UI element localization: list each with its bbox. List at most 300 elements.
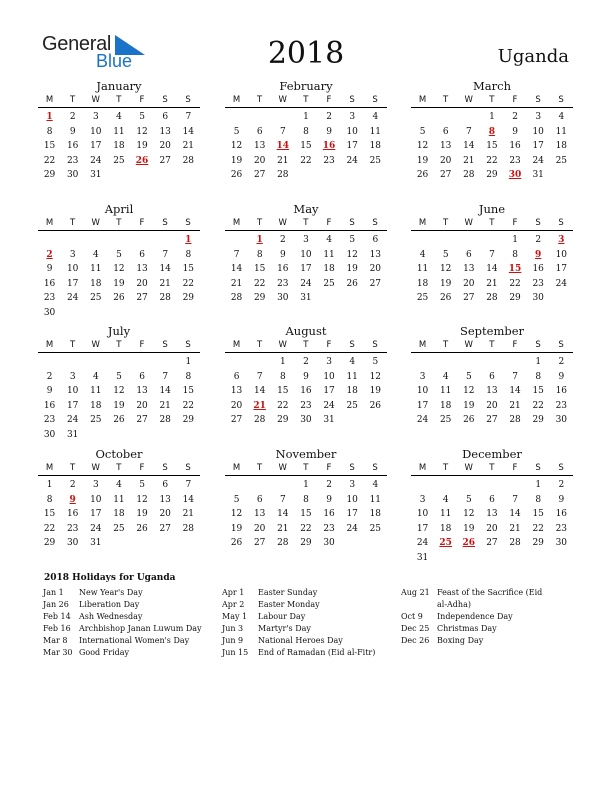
month-december xyxy=(411,447,573,565)
empty-day-cell xyxy=(225,110,248,125)
day-cell: 8 xyxy=(46,494,53,505)
day-cell: 13 xyxy=(230,386,243,396)
day-grid xyxy=(225,355,387,428)
day-cell: 4 xyxy=(116,112,122,122)
empty-day-cell xyxy=(434,355,457,370)
weekday-label: W xyxy=(91,218,100,228)
holiday-name: Independence Day xyxy=(437,612,513,621)
day-cell: 11 xyxy=(90,264,102,274)
empty-day-cell xyxy=(457,233,480,248)
day-cell: 10 xyxy=(90,494,102,505)
weekday-label: F xyxy=(512,95,518,105)
day-cell: 14 xyxy=(277,509,289,519)
holiday-name: Boxing Day xyxy=(437,636,484,645)
day-cell: 22 xyxy=(486,155,498,166)
holiday-item xyxy=(222,647,397,659)
day-cell: 19 xyxy=(113,278,125,289)
day-cell: 15 xyxy=(532,386,544,396)
day-cell: 3 xyxy=(92,480,99,490)
day-cell: 31 xyxy=(90,538,102,548)
day-cell: 8 xyxy=(303,494,309,505)
day-cell: 20 xyxy=(463,278,475,289)
day-cell: 2 xyxy=(558,357,565,367)
day-cell: 10 xyxy=(66,386,79,396)
empty-day-cell xyxy=(131,233,154,248)
day-cell: 3 xyxy=(303,235,309,245)
holiday-date: Dec 26 xyxy=(401,636,430,645)
day-cell: 17 xyxy=(90,141,102,151)
weekday-label: T xyxy=(489,463,495,473)
holiday-date: Mar 30 xyxy=(43,648,73,657)
empty-day-cell xyxy=(84,355,107,370)
day-cell: 17 xyxy=(66,400,79,411)
empty-day-cell xyxy=(107,233,130,248)
day-cell: 22 xyxy=(43,523,56,534)
day-cell: 26 xyxy=(369,400,382,411)
weekday-label: T xyxy=(70,218,76,228)
day-cell: 15 xyxy=(277,386,289,396)
day-cell: 21 xyxy=(182,509,195,519)
weekday-label: T xyxy=(489,340,495,350)
day-cell: 24 xyxy=(300,278,312,289)
day-cell: 18 xyxy=(323,264,335,274)
month-april xyxy=(38,202,200,320)
day-cell: 9 xyxy=(512,126,518,137)
day-cell: 11 xyxy=(439,509,452,519)
day-cell: 25 xyxy=(113,523,125,534)
holiday-day-cell: 9 xyxy=(535,249,542,260)
holiday-date: Jun 3 xyxy=(222,624,244,633)
month-name: October xyxy=(95,447,143,461)
holiday-item xyxy=(222,623,397,635)
empty-day-cell xyxy=(411,478,434,493)
day-cell: 23 xyxy=(66,155,79,166)
day-cell: 19 xyxy=(463,523,475,534)
day-cell: 4 xyxy=(558,112,565,122)
holiday-date: Apr 2 xyxy=(222,600,245,609)
day-cell: 19 xyxy=(136,509,148,519)
month-name: July xyxy=(107,324,131,338)
weekday-label: S xyxy=(535,218,541,228)
weekday-label: T xyxy=(303,340,309,350)
day-cell: 7 xyxy=(489,249,495,260)
day-cell: 12 xyxy=(369,371,382,382)
day-cell: 12 xyxy=(463,386,475,396)
holiday-item xyxy=(222,599,397,611)
day-cell: 28 xyxy=(463,170,475,180)
day-grid xyxy=(411,355,573,428)
day-cell: 9 xyxy=(558,494,565,505)
day-cell: 6 xyxy=(233,371,240,382)
day-cell: 12 xyxy=(230,509,243,519)
day-cell: 5 xyxy=(372,357,379,367)
day-cell: 3 xyxy=(326,357,332,367)
day-cell: 6 xyxy=(162,112,169,122)
holiday-item xyxy=(222,611,397,623)
day-cell: 28 xyxy=(253,415,266,425)
weekday-header xyxy=(225,461,387,476)
holiday-column xyxy=(401,587,551,647)
day-cell: 25 xyxy=(90,293,102,303)
day-cell: 28 xyxy=(277,538,289,548)
day-cell: 7 xyxy=(279,494,286,505)
holiday-day-cell: 2 xyxy=(46,249,53,260)
day-cell: 19 xyxy=(416,155,429,166)
empty-day-cell xyxy=(457,355,480,370)
day-cell: 9 xyxy=(303,371,309,382)
weekday-label: T xyxy=(257,340,263,350)
day-cell: 17 xyxy=(416,523,429,534)
brand-name-part2: Blue xyxy=(96,51,133,71)
month-name: June xyxy=(478,202,506,216)
holiday-day-cell: 3 xyxy=(558,235,565,245)
empty-day-cell xyxy=(434,110,457,125)
day-grid xyxy=(411,478,573,565)
day-cell: 16 xyxy=(300,386,312,396)
day-cell: 30 xyxy=(555,415,568,425)
day-cell: 15 xyxy=(300,509,312,519)
day-cell: 8 xyxy=(46,126,53,137)
empty-day-cell xyxy=(504,355,527,370)
day-cell: 9 xyxy=(558,371,565,382)
day-cell: 18 xyxy=(369,141,382,151)
weekday-label: S xyxy=(372,340,378,350)
weekday-header xyxy=(38,93,200,108)
holiday-item xyxy=(401,611,551,623)
day-cell: 5 xyxy=(116,249,122,260)
day-cell: 27 xyxy=(486,538,498,548)
weekday-label: S xyxy=(162,218,168,228)
weekday-label: S xyxy=(162,340,168,350)
holiday-date: Jun 15 xyxy=(222,648,249,657)
holiday-item xyxy=(222,635,397,647)
day-cell: 6 xyxy=(465,249,472,260)
day-cell: 5 xyxy=(465,494,472,505)
weekday-label: W xyxy=(464,218,473,228)
day-cell: 25 xyxy=(555,155,568,166)
empty-day-cell xyxy=(248,110,271,125)
weekday-label: F xyxy=(139,340,145,350)
day-grid xyxy=(411,233,573,306)
empty-day-cell xyxy=(434,478,457,493)
weekday-label: T xyxy=(116,463,122,473)
day-cell: 26 xyxy=(113,293,125,303)
weekday-header xyxy=(38,216,200,231)
day-cell: 13 xyxy=(159,494,171,505)
empty-day-cell xyxy=(480,355,503,370)
holiday-date: May 1 xyxy=(222,612,248,621)
weekday-label: T xyxy=(443,95,449,105)
day-cell: 3 xyxy=(535,112,542,122)
day-cell: 25 xyxy=(439,415,452,425)
weekday-label: T xyxy=(116,95,122,105)
weekday-label: S xyxy=(185,340,191,350)
day-cell: 1 xyxy=(185,357,192,367)
day-cell: 18 xyxy=(439,523,452,534)
day-cell: 22 xyxy=(277,400,289,411)
day-cell: 17 xyxy=(66,278,79,289)
day-cell: 13 xyxy=(486,509,498,519)
day-cell: 4 xyxy=(419,249,426,260)
day-cell: 29 xyxy=(509,293,521,303)
day-cell: 27 xyxy=(369,278,382,289)
day-cell: 7 xyxy=(185,480,192,490)
day-cell: 22 xyxy=(253,278,266,289)
weekday-label: T xyxy=(257,463,263,473)
day-cell: 14 xyxy=(230,264,243,274)
day-cell: 3 xyxy=(419,371,426,382)
day-cell: 1 xyxy=(535,357,542,367)
day-cell: 29 xyxy=(277,415,289,425)
day-cell: 13 xyxy=(159,126,171,137)
day-cell: 14 xyxy=(182,494,195,505)
day-cell: 28 xyxy=(182,523,195,534)
day-cell: 28 xyxy=(277,170,289,180)
day-cell: 31 xyxy=(90,170,102,180)
day-cell: 31 xyxy=(416,552,429,563)
empty-day-cell xyxy=(61,233,84,248)
weekday-label: S xyxy=(349,218,355,228)
holiday-day-cell: 8 xyxy=(488,126,496,137)
day-cell: 22 xyxy=(532,523,544,534)
day-cell: 19 xyxy=(230,155,243,166)
month-february xyxy=(225,79,387,183)
day-cell: 5 xyxy=(139,112,145,122)
day-cell: 15 xyxy=(182,386,195,396)
day-cell: 13 xyxy=(253,509,266,519)
day-cell: 7 xyxy=(465,126,472,137)
day-cell: 29 xyxy=(486,170,498,180)
weekday-label: F xyxy=(326,218,332,228)
weekday-label: M xyxy=(45,95,54,105)
weekday-label: T xyxy=(116,340,122,350)
day-cell: 7 xyxy=(185,112,192,122)
holiday-item xyxy=(43,623,218,635)
day-cell: 4 xyxy=(372,112,379,122)
empty-day-cell xyxy=(131,355,154,370)
day-cell: 19 xyxy=(113,400,125,411)
holiday-name: National Heroes Day xyxy=(258,636,343,645)
day-cell: 19 xyxy=(346,264,358,274)
day-cell: 8 xyxy=(512,249,518,260)
day-grid xyxy=(38,355,200,442)
empty-day-cell xyxy=(38,233,61,248)
weekday-label: F xyxy=(326,95,332,105)
weekday-label: S xyxy=(185,95,191,105)
day-cell: 13 xyxy=(369,249,382,260)
day-cell: 20 xyxy=(159,509,171,519)
day-cell: 10 xyxy=(346,494,358,505)
weekday-label: T xyxy=(257,95,263,105)
day-cell: 10 xyxy=(416,509,429,519)
day-grid xyxy=(225,110,387,183)
month-september xyxy=(411,324,573,428)
weekday-label: F xyxy=(326,340,332,350)
day-cell: 8 xyxy=(535,371,542,382)
day-cell: 1 xyxy=(46,480,53,490)
holiday-day-cell: 1 xyxy=(46,112,53,122)
day-cell: 27 xyxy=(463,293,475,303)
weekday-label: S xyxy=(558,218,564,228)
day-cell: 13 xyxy=(253,141,266,151)
weekday-label: S xyxy=(349,340,355,350)
day-cell: 19 xyxy=(136,141,148,151)
day-cell: 9 xyxy=(46,386,53,396)
day-cell: 13 xyxy=(463,264,475,274)
weekday-header xyxy=(225,216,387,231)
day-cell: 30 xyxy=(66,538,79,548)
weekday-label: M xyxy=(45,340,54,350)
weekday-header xyxy=(411,461,573,476)
day-cell: 6 xyxy=(489,494,495,505)
holiday-day-cell: 14 xyxy=(276,141,290,151)
day-cell: 21 xyxy=(277,155,289,166)
day-cell: 8 xyxy=(279,371,286,382)
day-cell: 21 xyxy=(509,400,521,411)
day-cell: 26 xyxy=(463,415,475,425)
day-cell: 14 xyxy=(486,264,498,274)
day-cell: 9 xyxy=(69,126,76,137)
weekday-label: T xyxy=(489,95,495,105)
day-cell: 8 xyxy=(303,126,309,137)
weekday-label: T xyxy=(443,463,449,473)
day-cell: 12 xyxy=(230,141,243,151)
weekday-label: S xyxy=(535,463,541,473)
calendar-year: 2018 xyxy=(267,36,345,71)
empty-day-cell xyxy=(411,355,434,370)
day-cell: 3 xyxy=(349,480,356,490)
weekday-header xyxy=(225,338,387,353)
empty-day-cell xyxy=(411,233,434,248)
day-cell: 1 xyxy=(303,480,309,490)
day-cell: 14 xyxy=(159,264,171,274)
day-cell: 24 xyxy=(323,400,335,411)
holiday-date: Jun 9 xyxy=(222,636,244,645)
day-cell: 30 xyxy=(555,538,568,548)
day-cell: 30 xyxy=(532,293,544,303)
weekday-label: W xyxy=(278,463,287,473)
month-name: August xyxy=(285,324,327,338)
month-march xyxy=(411,79,573,183)
holiday-date: Apr 1 xyxy=(222,588,245,597)
weekday-label: S xyxy=(185,463,191,473)
day-cell: 5 xyxy=(233,494,240,505)
day-cell: 10 xyxy=(346,126,358,137)
day-cell: 13 xyxy=(486,386,498,396)
weekday-header xyxy=(38,461,200,476)
day-cell: 30 xyxy=(323,538,335,548)
day-cell: 2 xyxy=(558,480,565,490)
day-cell: 11 xyxy=(555,126,568,137)
weekday-label: S xyxy=(349,463,355,473)
day-cell: 8 xyxy=(185,371,192,382)
holiday-name: Easter Sunday xyxy=(258,588,318,597)
day-cell: 7 xyxy=(512,371,518,382)
day-cell: 27 xyxy=(230,415,243,425)
day-cell: 14 xyxy=(182,126,195,137)
day-cell: 27 xyxy=(136,293,148,303)
day-cell: 23 xyxy=(300,400,312,411)
day-cell: 21 xyxy=(182,141,195,151)
holiday-day-cell: 26 xyxy=(135,155,149,166)
day-cell: 9 xyxy=(279,249,286,260)
holiday-name: Good Friday xyxy=(79,648,130,657)
weekday-label: F xyxy=(512,218,518,228)
weekday-label: F xyxy=(512,463,518,473)
weekday-label: S xyxy=(372,218,378,228)
weekday-label: W xyxy=(464,463,473,473)
day-cell: 23 xyxy=(509,155,521,166)
day-cell: 28 xyxy=(159,293,171,303)
weekday-label: S xyxy=(558,340,564,350)
holiday-column xyxy=(222,587,397,659)
day-cell: 8 xyxy=(185,249,192,260)
holidays-title: 2018 Holidays for Uganda xyxy=(44,573,176,583)
day-cell: 18 xyxy=(90,278,102,289)
day-cell: 4 xyxy=(92,371,99,382)
day-cell: 16 xyxy=(555,509,568,519)
holiday-name: End of Ramadan (Eid al-Fitr) xyxy=(258,648,376,657)
weekday-label: M xyxy=(45,463,54,473)
holiday-name: Easter Monday xyxy=(258,600,320,609)
holiday-date: Jan 1 xyxy=(43,588,64,597)
holiday-day-cell: 26 xyxy=(462,538,476,548)
weekday-label: W xyxy=(464,340,473,350)
weekday-label: F xyxy=(326,463,332,473)
day-cell: 6 xyxy=(256,494,263,505)
day-cell: 18 xyxy=(416,278,429,289)
day-cell: 25 xyxy=(90,415,102,425)
day-cell: 12 xyxy=(113,264,125,274)
weekday-label: T xyxy=(489,218,495,228)
day-cell: 17 xyxy=(346,509,358,519)
day-cell: 12 xyxy=(463,509,475,519)
day-cell: 14 xyxy=(463,141,475,151)
day-cell: 26 xyxy=(346,278,358,289)
day-cell: 16 xyxy=(66,141,79,151)
day-cell: 31 xyxy=(323,415,335,425)
weekday-label: T xyxy=(70,463,76,473)
day-cell: 2 xyxy=(326,112,332,122)
day-cell: 2 xyxy=(69,112,76,122)
day-cell: 1 xyxy=(489,112,495,122)
day-cell: 26 xyxy=(136,523,148,534)
month-name: January xyxy=(96,79,142,93)
day-cell: 25 xyxy=(346,400,358,411)
weekday-label: T xyxy=(303,218,309,228)
day-cell: 10 xyxy=(532,126,544,137)
day-cell: 17 xyxy=(346,141,358,151)
weekday-label: F xyxy=(512,340,518,350)
day-cell: 3 xyxy=(92,112,99,122)
day-cell: 2 xyxy=(279,235,286,245)
holiday-item xyxy=(222,587,397,599)
holiday-column xyxy=(43,587,218,659)
weekday-label: M xyxy=(45,218,54,228)
day-cell: 15 xyxy=(300,141,312,151)
weekday-label: T xyxy=(116,218,122,228)
month-name: February xyxy=(279,79,333,93)
day-cell: 31 xyxy=(532,170,544,180)
holiday-name: Labour Day xyxy=(258,612,306,621)
weekday-label: W xyxy=(91,340,100,350)
empty-day-cell xyxy=(225,355,248,370)
day-cell: 17 xyxy=(416,400,429,411)
day-cell: 30 xyxy=(43,429,56,440)
day-cell: 24 xyxy=(90,155,102,166)
day-cell: 2 xyxy=(303,357,309,367)
day-cell: 27 xyxy=(253,170,266,180)
